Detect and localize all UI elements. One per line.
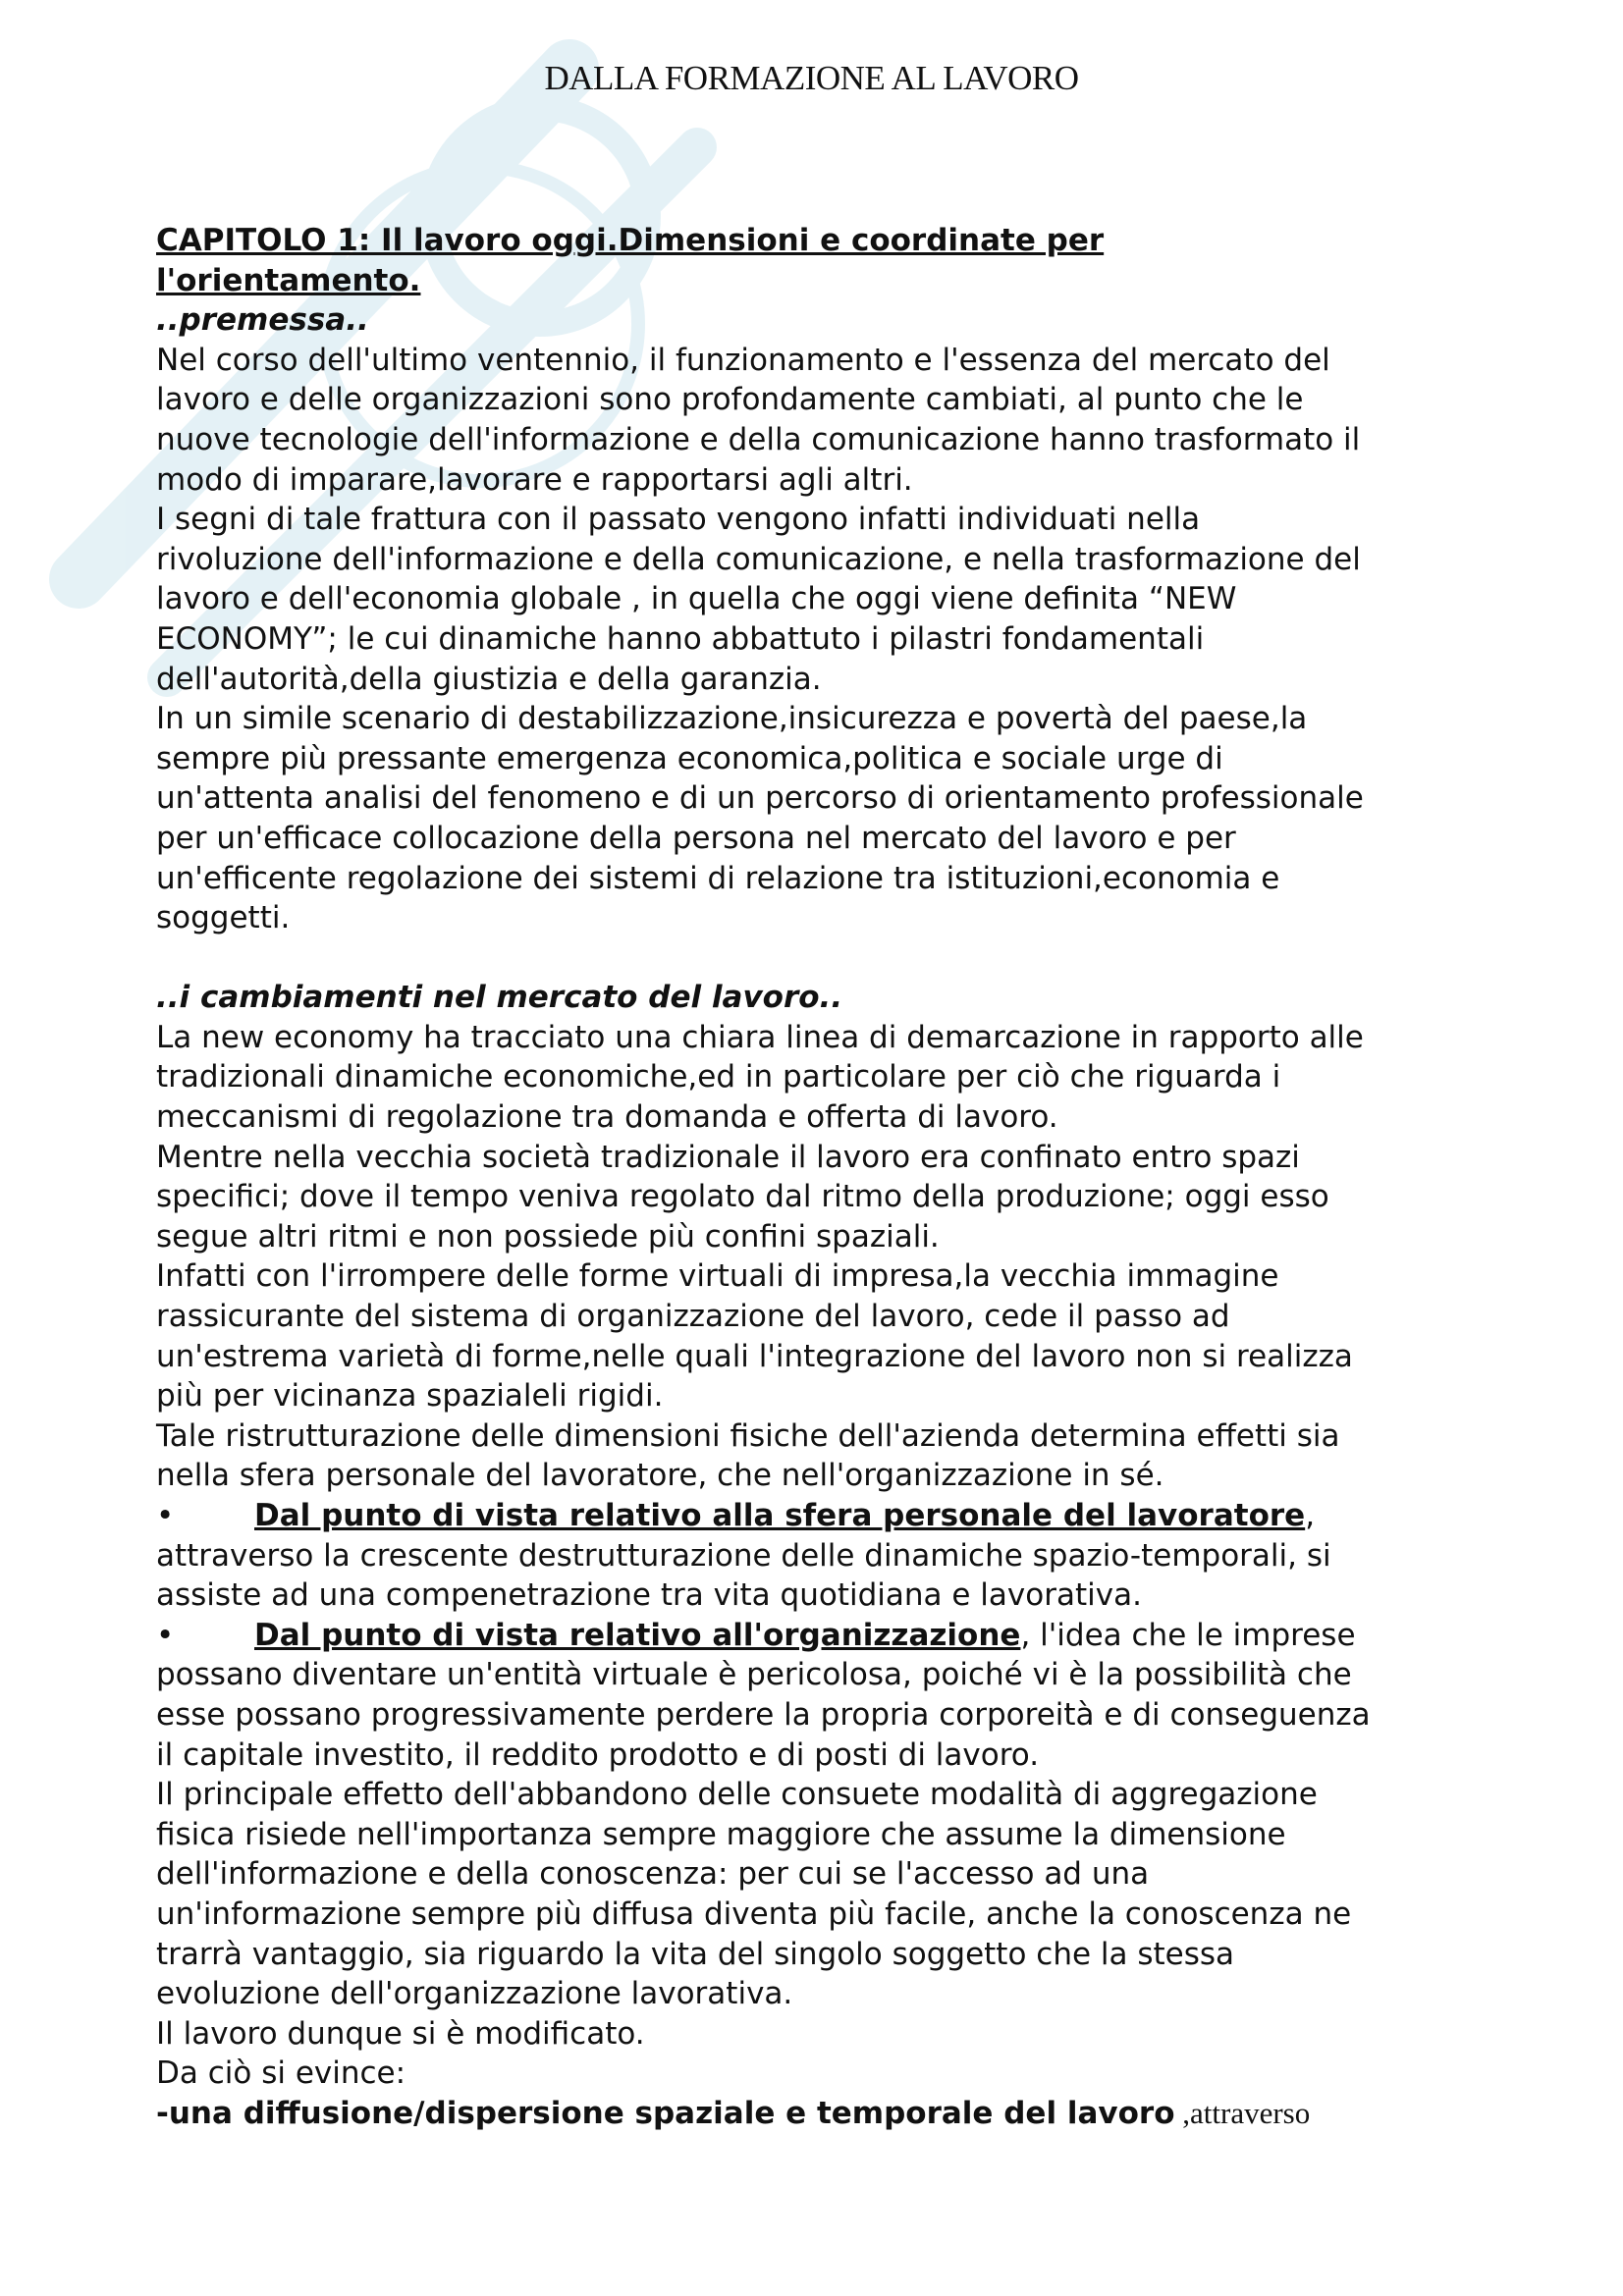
text-line: nuove tecnologie dell'informazione e della comunicazione hanno trasformato il bbox=[156, 421, 1361, 457]
premessa-heading: ..premessa.. bbox=[156, 302, 369, 339]
text-line: un'efficente regolazione dei sistemi di relazione tra istituzioni,economia e bbox=[156, 860, 1280, 896]
bullet-tail: , bbox=[1305, 1498, 1316, 1533]
bullet-heading: Dal punto di vista relativo all'organizzazione bbox=[254, 1617, 1021, 1653]
bullet-line bbox=[156, 1496, 1472, 1536]
bullet-icon: • bbox=[156, 1617, 175, 1653]
paragraph-spacer bbox=[156, 938, 1472, 979]
text-line: lavoro e dell'economia globale , in quella che oggi viene definita “NEW bbox=[156, 581, 1237, 617]
text-line: Tale ristrutturazione delle dimensioni fisiche dell'azienda determina effetti sia bbox=[156, 1417, 1340, 1454]
bullet-item-organizzazione bbox=[156, 1616, 1472, 1775]
text-line: Il principale effetto dell'abbandono delle consuete modalità di aggregazione bbox=[156, 1777, 1318, 1813]
chapter-title-line-1: CAPITOLO 1: Il lavoro oggi.Dimensioni e coordinate per bbox=[156, 223, 1105, 258]
text-line: In un simile scenario di destabilizzazione,insicurezza e povertà del paese,la bbox=[156, 701, 1308, 737]
text-line: dell'autorità,della giustizia e della garanzia. bbox=[156, 661, 822, 697]
text-line: ECONOMY”; le cui dinamiche hanno abbattuto i pilastri fondamentali bbox=[156, 620, 1205, 657]
text-line: Il lavoro dunque si è modificato. bbox=[156, 2015, 645, 2052]
bullet-item-sfera-personale bbox=[156, 1496, 1472, 1616]
text-line: esse possano progressivamente perdere la propria corporeità e di conseguenza bbox=[156, 1696, 1371, 1733]
text-line: soggetti. bbox=[156, 900, 291, 936]
text-line: un'attenta analisi del fenomeno e di un percorso di orientamento professionale bbox=[156, 780, 1364, 817]
bullet-icon: • bbox=[156, 1498, 175, 1533]
text-line: rassicurante del sistema di organizzazione del lavoro, cede il passo ad bbox=[156, 1299, 1230, 1335]
text-line: La new economy ha tracciato una chiara linea di demarcazione in rapporto alle bbox=[156, 1019, 1364, 1055]
text-line: un'estrema varietà di forme,nelle quali l'integrazione del lavoro non si realizza bbox=[156, 1338, 1353, 1374]
text-line: il capitale investito, il reddito prodotto e di posti di lavoro. bbox=[156, 1736, 1040, 1773]
text-line: un'informazione sempre più diffusa diventa più facile, anche la conoscenza ne bbox=[156, 1896, 1352, 1932]
bullet-heading: Dal punto di vista relativo alla sfera personale del lavoratore bbox=[254, 1498, 1306, 1533]
text-line: Infatti con l'irrompere delle forme virtuali di impresa,la vecchia immagine bbox=[156, 1258, 1279, 1295]
text-line: dell'informazione e della conoscenza: per cui se l'accesso ad una bbox=[156, 1856, 1150, 1893]
text-line: trarrà vantaggio, sia riguardo la vita del singolo soggetto che la stessa bbox=[156, 1936, 1235, 1972]
text-line: più per vicinanza spazialeli rigidi. bbox=[156, 1378, 664, 1415]
bullet-tail: , l'idea che le imprese bbox=[1020, 1617, 1356, 1653]
text-line: modo di imparare,lavorare e rapportarsi agli altri. bbox=[156, 461, 913, 498]
chapter-title-line-2: l'orientamento. bbox=[156, 262, 421, 298]
text-line: Nel corso dell'ultimo ventennio, il funzionamento e l'essenza del mercato del bbox=[156, 342, 1330, 378]
last-line bbox=[156, 2094, 1472, 2134]
text-line: fisica risiede nell'importanza sempre maggiore che assume la dimensione bbox=[156, 1816, 1286, 1852]
premessa-paragraph bbox=[156, 341, 1472, 938]
text-line: meccanismi di regolazione tra domanda e offerta di lavoro. bbox=[156, 1099, 1058, 1136]
cambiamenti-paragraph bbox=[156, 1018, 1472, 1496]
text-line: lavoro e delle organizzazioni sono profondamente cambiati, al punto che le bbox=[156, 382, 1304, 418]
conclusion-paragraph bbox=[156, 1775, 1472, 2094]
text-line: possano diventare un'entità virtuale è pericolosa, poiché vi è la possibilità che bbox=[156, 1657, 1352, 1693]
text-line: tradizionali dinamiche economiche,ed in particolare per ciò che riguarda i bbox=[156, 1059, 1281, 1095]
text-line: Mentre nella vecchia società tradizionale il lavoro era confinato entro spazi bbox=[156, 1139, 1300, 1175]
bullet-line bbox=[156, 1616, 1472, 1656]
text-line: I segni di tale frattura con il passato vengono infatti individuati nella bbox=[156, 502, 1201, 538]
text-line: per un'efficace collocazione della persona nel mercato del lavoro e per bbox=[156, 820, 1236, 856]
text-line: evoluzione dell'organizzazione lavorativa. bbox=[156, 1976, 793, 2012]
text-line: Da ciò si evince: bbox=[156, 2056, 406, 2092]
text-line: specifici; dove il tempo veniva regolato dal ritmo della produzione; oggi esso bbox=[156, 1179, 1329, 1215]
text-line: segue altri ritmi e non possiede più confini spaziali. bbox=[156, 1218, 940, 1255]
last-line-tail: ,attraverso bbox=[1174, 2095, 1311, 2130]
cambiamenti-heading: ..i cambiamenti nel mercato del lavoro.. bbox=[156, 980, 843, 1016]
text-line: rivoluzione dell'informazione e della comunicazione, e nella trasformazione del bbox=[156, 541, 1361, 577]
last-line-bold: -una diffusione/dispersione spaziale e temporale del lavoro bbox=[156, 2095, 1175, 2131]
text-line: attraverso la crescente destrutturazione delle dinamiche spazio-temporali, si bbox=[156, 1537, 1331, 1574]
page-header: DALLA FORMAZIONE AL LAVORO bbox=[544, 59, 1079, 97]
text-line: sempre più pressante emergenza economica,politica e sociale urge di bbox=[156, 740, 1223, 776]
text-line: nella sfera personale del lavoratore, che nell'organizzazione in sé. bbox=[156, 1458, 1164, 1494]
text-line: assiste ad una compenetrazione tra vita quotidiana e lavorativa. bbox=[156, 1577, 1142, 1614]
document-body bbox=[156, 221, 1472, 2134]
